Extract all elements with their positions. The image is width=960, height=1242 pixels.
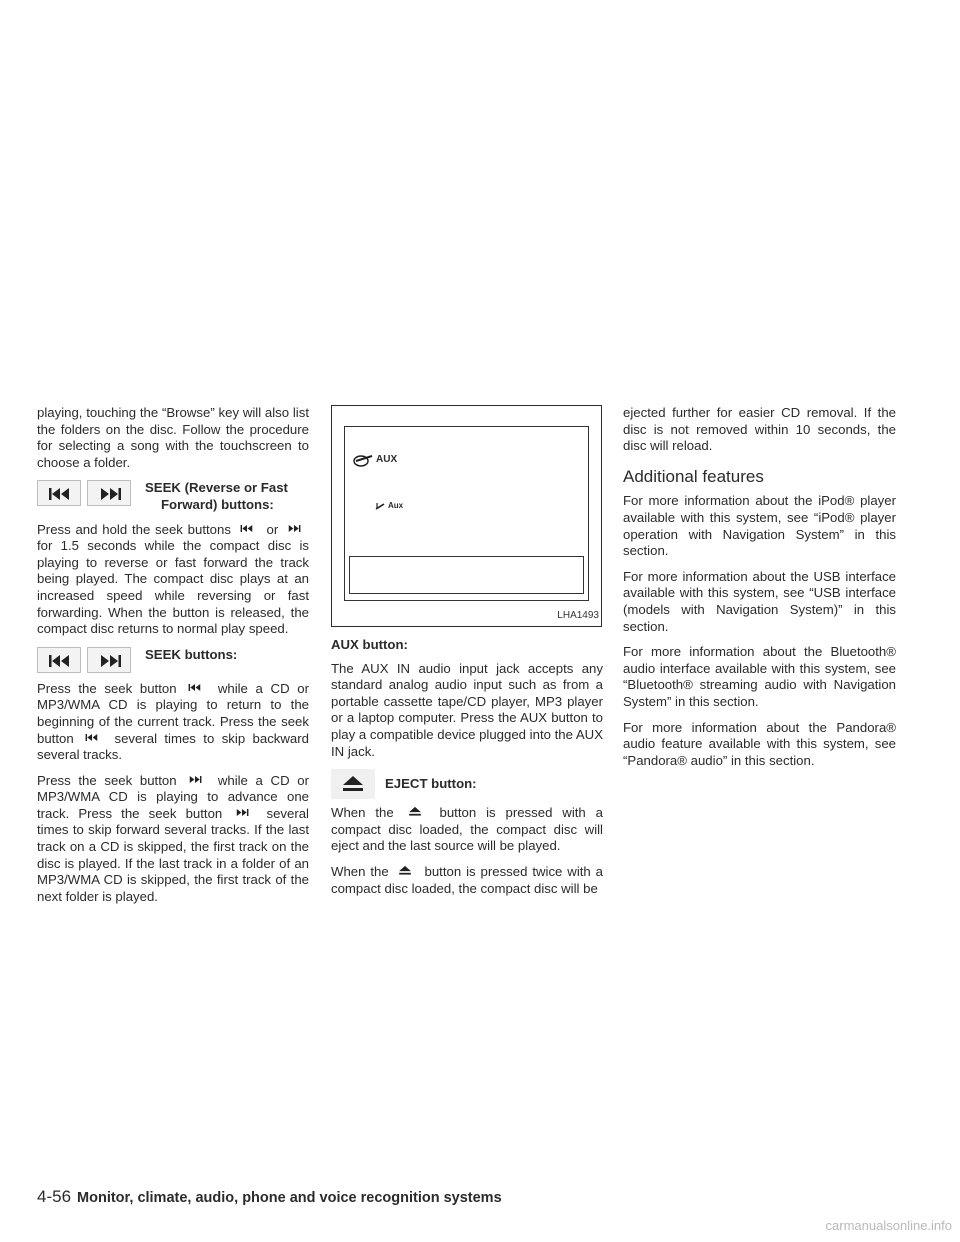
seek-fast-heading-row — [37, 480, 309, 513]
aux-screen-item-text: Aux — [388, 501, 404, 510]
seek-p2-text-c: several times to skip forward several tracks. If the last track on a CD is skipped, the first track on the disc is played. If the last track in a folder of an MP3/WMA CD is skipped, the first track of the next folder is played. — [37, 805, 309, 904]
seek-fast-button-pair — [37, 480, 131, 506]
eject-title: EJECT button: — [385, 775, 477, 791]
seek-p1-text-a: Press the seek button — [37, 680, 177, 696]
aux-screen-figure — [331, 405, 602, 627]
aux-screen-title — [353, 452, 397, 469]
skip-forward-icon — [285, 523, 307, 535]
seek-fast-title — [145, 480, 288, 513]
skip-forward-icon — [186, 774, 208, 786]
page-number: 4-56 — [37, 1187, 72, 1206]
skip-forward-icon — [233, 807, 255, 819]
aux-screen — [344, 426, 589, 601]
skip-forward-icon — [87, 647, 131, 673]
seek-fast-title-line2: Forward) buttons: — [161, 496, 274, 512]
seek-p2-text-a: Press the seek button — [37, 772, 177, 788]
section-title: Additional features — [623, 466, 764, 486]
skip-back-icon — [37, 480, 81, 506]
column-right — [623, 405, 896, 778]
eject-continued-paragraph: ejected further for easier CD removal. If the disc is not removed within 10 seconds, the disc will reload. — [623, 405, 896, 454]
watermark: carmanualsonline.info — [825, 1218, 952, 1233]
skip-back-icon — [186, 682, 208, 694]
seek-fast-text-or: or — [266, 521, 279, 537]
seek-fast-text-b: for 1.5 seconds while the compact disc is playing to reverse or fast forward the track being played. The compact disc plays at an increased speed while reversing or fast forwarding. When the button is released, the compact disc returns to normal play speed. — [37, 538, 309, 637]
seek-p1-text-c: several times to skip backward several tracks. — [37, 730, 309, 763]
eject-heading-row — [331, 769, 603, 799]
eject-p1-text-b: button is pressed with a compact disc loaded, the compact disc will eject and the last source will be played. — [331, 805, 603, 854]
intro-paragraph: playing, touching the “Browse” key will also list the folders on the disc. Follow the procedure for selecting a song with the touchscreen to choose a folder. — [37, 405, 309, 470]
eject-paragraph-2 — [331, 864, 603, 897]
ipod-paragraph: For more information about the iPod® player available with this system, see “iPod® player operation with Navigation System” in this section. — [623, 493, 896, 559]
column-left — [37, 405, 309, 914]
eject-icon — [331, 769, 375, 799]
aux-screen-item — [375, 498, 403, 515]
seek-fast-text-a: Press and hold the seek buttons — [37, 521, 231, 537]
eject-paragraph-1 — [331, 805, 603, 855]
skip-back-icon — [83, 732, 105, 744]
column-middle — [331, 405, 603, 906]
skip-back-icon — [37, 647, 81, 673]
aux-heading: AUX button: — [331, 637, 408, 652]
figure-code: LHA1493 — [557, 610, 599, 622]
bluetooth-paragraph: For more information about the Bluetooth® audio interface available with this system, see “Bluetooth® streaming audio with Navigation System” in this section. — [623, 644, 896, 709]
skip-forward-icon — [87, 480, 131, 506]
eject-icon — [396, 865, 418, 877]
skip-back-icon — [238, 523, 260, 535]
seek-button-pair — [37, 647, 131, 673]
eject-p2-text-b: button is pressed twice with a compact disc loaded, the compact disc will be — [331, 863, 603, 896]
seek-paragraph-2 — [37, 773, 309, 906]
aux-paragraph: The AUX IN audio input jack accepts any standard analog audio input such as from a portable cassette tape/CD player, MP3 player or a laptop computer. Press the AUX button to play a compatible device plugged into the AUX IN jack. — [331, 660, 603, 759]
aux-plug-icon — [353, 453, 373, 467]
page-footer — [37, 1187, 502, 1207]
usb-paragraph: For more information about the USB interface available with this system, see “USB interface (models with Navigation System)” in this section. — [623, 568, 896, 634]
eject-icon — [406, 806, 428, 818]
aux-screen-bottom-bar — [349, 556, 584, 594]
seek-fast-paragraph — [37, 522, 309, 638]
seek-fast-title-line1: SEEK (Reverse or Fast — [145, 480, 288, 496]
aux-screen-title-text: AUX — [376, 454, 398, 465]
seek-title: SEEK buttons: — [145, 646, 238, 662]
chapter-title: Monitor, climate, audio, phone and voice recognition systems — [77, 1190, 502, 1206]
seek-p2-text-b: while a CD or MP3/WMA CD is playing to advance one track. Press the seek button — [37, 772, 309, 821]
eject-p2-text-a: When the — [331, 863, 389, 879]
pandora-paragraph: For more information about the Pandora® audio feature available with this system, see “Pandora® audio” in this section. — [623, 719, 896, 768]
seek-heading-row — [37, 647, 309, 673]
aux-plug-icon — [375, 502, 385, 510]
seek-paragraph-1 — [37, 681, 309, 764]
eject-p1-text-a: When the — [331, 805, 394, 821]
seek-p1-text-b: while a CD or MP3/WMA CD is playing to return to the beginning of the current track. Press the seek button — [37, 680, 309, 746]
